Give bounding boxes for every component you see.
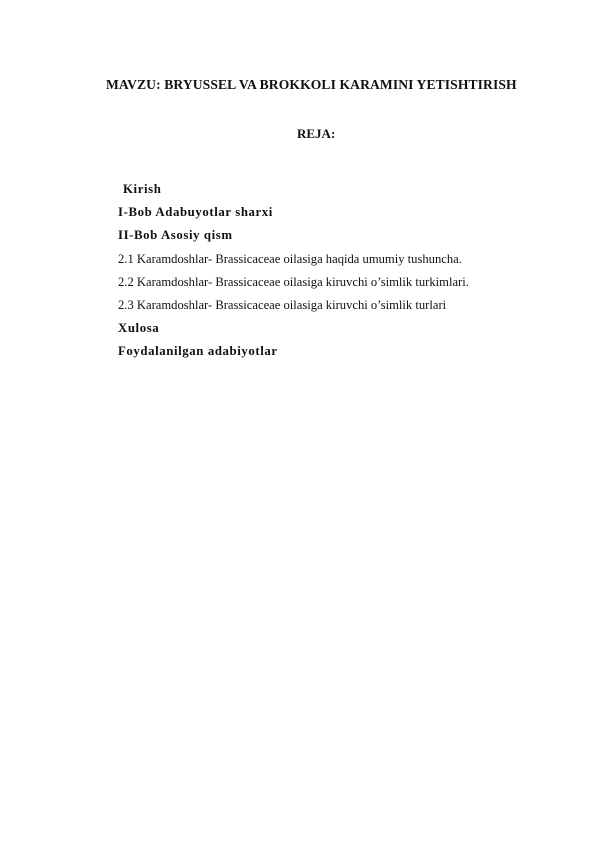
toc-item-chapter-1: I-Bob Adabuyotlar sharxi <box>118 205 273 220</box>
toc-item-section-2-1: 2.1 Karamdoshlar- Brassicaceae oilasiga haqida umumiy tushuncha. <box>118 251 462 266</box>
table-of-contents <box>118 178 469 364</box>
plan-heading: REJA: <box>297 126 336 141</box>
toc-item-references: Foydalanilgan adabiyotlar <box>118 344 278 359</box>
document-title: MAVZU: BRYUSSEL VA BROKKOLI KARAMINI YETISHTIRISH <box>106 77 517 92</box>
toc-item-section-2-2: 2.2 Karamdoshlar- Brassicaceae oilasiga kiruvchi o’simlik turkimlari. <box>118 274 469 289</box>
toc-item-conclusion: Xulosa <box>118 321 160 336</box>
toc-item-chapter-2: II-Bob Asosiy qism <box>118 228 233 243</box>
toc-item-section-2-3: 2.3 Karamdoshlar- Brassicaceae oilasiga kiruvchi o’simlik turlari <box>118 297 447 312</box>
toc-item-kirish: Kirish <box>123 182 162 196</box>
